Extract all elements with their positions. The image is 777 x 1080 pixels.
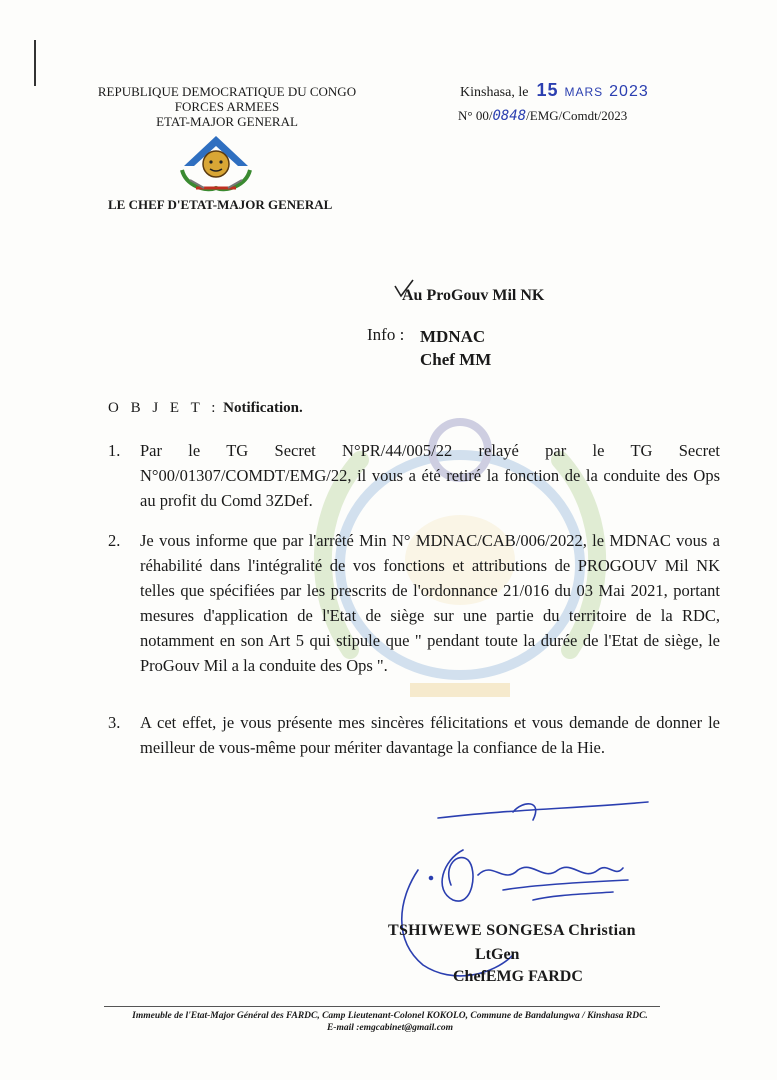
army-emblem-icon	[176, 130, 256, 194]
date-stamp-day: 15	[536, 80, 559, 100]
signatory-rank: LtGen	[475, 946, 520, 963]
info-line: MDNAC	[420, 327, 486, 346]
paragraph-number: 2.	[108, 531, 121, 550]
info-recipients	[420, 325, 491, 371]
reference-prefix: N° 00/	[458, 108, 493, 123]
signatory-title: ChefEMG FARDC	[453, 968, 583, 985]
chief-title: LE CHEF D'ETAT-MAJOR GENERAL	[108, 197, 333, 212]
reference-handwritten-number: 0848	[492, 108, 527, 124]
paragraph-text: A cet effet, je vous présente mes sincères félicitations et vous demande de donner le meilleur de vous-même pour mériter davantage la confiance de la Hie.	[140, 713, 720, 757]
subject-value: Notification.	[223, 400, 303, 416]
country-name: REPUBLIQUE DEMOCRATIQUE DU CONGO	[97, 84, 357, 99]
staff-name: ETAT-MAJOR GENERAL	[156, 114, 298, 129]
paragraph-text: Je vous informe que par l'arrêté Min N° MDNAC/CAB/006/2022, le MDNAC vous a réhabilité dans l'intégralité de vos fonctions et attributions de PROGOUV Mil NK telles que spécifiées par les prescrits de l'ordonnance 21/016 du 03 Mai 2021, portant mesures d'application de l'Etat de siège sur une partie du territoire de la RDC, notamment en son Art 5 qui stipule que " pendant toute la durée de l'Etat de siège, le ProGouv Mil a la conduite des Ops ".	[140, 531, 720, 675]
info-label: Info :	[367, 325, 405, 344]
reference-suffix: /EMG/Comdt/2023	[526, 108, 628, 123]
binder-mark	[34, 40, 36, 86]
footer-address: Immeuble de l'Etat-Major Général des FARDC, Camp Lieutenant-Colonel KOKOLO, Commune de Bandalungwa / Kinshasa RDC.	[132, 1011, 648, 1021]
signatory-name: TSHIWEWE SONGESA Christian	[388, 922, 636, 939]
paragraph-number: 1.	[108, 441, 121, 460]
date-stamp-month: MARS	[564, 85, 604, 99]
paragraph-number: 3.	[108, 713, 121, 732]
recipient-line: Au ProGouv Mil NK	[402, 287, 545, 304]
forces-name: FORCES ARMEES	[174, 99, 280, 114]
footer-email: E-mail :emgcabinet@gmail.com	[326, 1023, 454, 1033]
subject-label: O B J E T :	[108, 400, 220, 416]
subject-line	[108, 400, 303, 417]
signature-icon	[383, 790, 683, 990]
footer-divider	[104, 1006, 660, 1007]
info-line: Chef MM	[420, 350, 492, 369]
footer	[60, 1010, 720, 1034]
date-line	[460, 80, 649, 101]
paragraph-text: Par le TG Secret N°PR/44/005/22 relayé par le TG Secret N°00/01307/COMDT/EMG/22, il vous a été retiré la fonction de la conduite des Ops au profit du Comd 3ZDef.	[140, 441, 720, 510]
letterhead	[82, 84, 372, 129]
date-stamp-year: 2023	[609, 83, 649, 100]
place-text: Kinshasa, le	[460, 85, 529, 100]
reference-number	[458, 108, 627, 124]
